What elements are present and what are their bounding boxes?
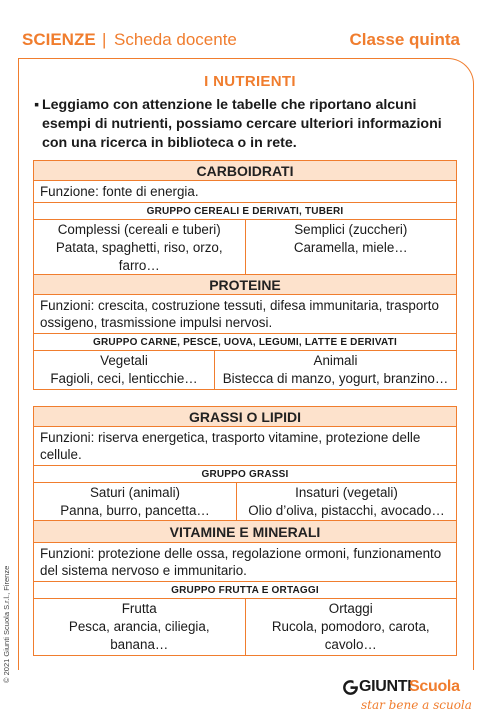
- column-examples: Rucola, pomodoro, carota, cavolo…: [271, 619, 430, 652]
- column-examples: Pesca, arancia, ciliegia, banana…: [68, 619, 210, 652]
- column-label: Complessi (cereali e tuberi): [57, 222, 221, 237]
- column-examples: Panna, burro, pancetta…: [60, 503, 210, 518]
- giunti-mark-icon: [343, 680, 358, 695]
- document-type-label: Scheda docente: [114, 30, 237, 49]
- table-columns: [34, 351, 456, 389]
- column-label: Vegetali: [100, 353, 148, 368]
- table-grassi: [33, 406, 457, 522]
- table-group: GRUPPO FRUTTA E ORTAGGI: [34, 582, 456, 599]
- column-examples: Patata, spaghetti, riso, orzo, farro…: [55, 240, 223, 273]
- bullet-icon: ▪: [34, 97, 40, 113]
- column-label: Frutta: [121, 601, 157, 616]
- subject-label: SCIENZE: [22, 30, 96, 49]
- table-function: Funzioni: crescita, costruzione tessuti, difesa immunitaria, trasporto ossigeno, trasmissione impulsi nervosi.: [34, 295, 456, 334]
- column-examples: Fagioli, ceci, lenticchie…: [50, 371, 198, 386]
- page-title: I NUTRIENTI: [204, 73, 296, 90]
- table-group: GRUPPO CARNE, PESCE, UOVA, LEGUMI, LATTE E DERIVATI: [34, 334, 456, 351]
- table-column-right: [245, 220, 457, 276]
- table-column-left: [34, 483, 236, 521]
- intro-paragraph: [34, 96, 454, 153]
- table-group: GRUPPO GRASSI: [34, 466, 456, 483]
- column-label: Animali: [313, 353, 358, 368]
- table-column-left: [34, 220, 245, 276]
- table-column-right: [214, 351, 456, 389]
- table-carboidrati: [33, 160, 457, 277]
- column-examples: Olio d’oliva, pistacchi, avocado…: [248, 503, 445, 518]
- logo-brand-suffix: Scuola: [409, 678, 460, 695]
- logo-tagline: star bene a scuola: [361, 698, 472, 712]
- copyright-credit: © 2021 Giunti Scuola S.r.l., Firenze: [2, 565, 11, 683]
- page-header: [22, 30, 460, 52]
- publisher-logo: [343, 678, 473, 718]
- table-proteine: [33, 274, 457, 390]
- table-heading: VITAMINE E MINERALI: [34, 521, 456, 543]
- column-examples: Bistecca di manzo, yogurt, branzino…: [222, 371, 449, 386]
- column-label: Ortaggi: [328, 601, 373, 616]
- table-heading: GRASSI O LIPIDI: [34, 407, 456, 427]
- table-vitamine: [33, 520, 457, 656]
- table-columns: [34, 483, 456, 521]
- table-column-right: [236, 483, 456, 521]
- table-column-right: [245, 599, 457, 655]
- table-function: Funzione: fonte di energia.: [34, 181, 456, 203]
- logo-brand: GIUNTI: [359, 678, 412, 695]
- table-column-left: [34, 351, 214, 389]
- intro-text: Leggiamo con attenzione le tabelle che riportano alcuni esempi di nutrienti, possiamo cercare ulteriori informazioni con una ricerca in biblioteca o in rete.: [42, 97, 442, 151]
- table-heading: CARBOIDRATI: [34, 161, 456, 181]
- table-columns: [34, 599, 456, 655]
- table-columns: [34, 220, 456, 276]
- column-label: Semplici (zuccheri): [294, 222, 408, 237]
- class-level-label: Classe quinta: [349, 30, 460, 49]
- column-label: Saturi (animali): [89, 485, 181, 500]
- header-separator: |: [102, 30, 107, 49]
- column-examples: Caramella, miele…: [293, 240, 408, 255]
- table-function: Funzioni: riserva energetica, trasporto vitamine, protezione delle cellule.: [34, 427, 456, 466]
- table-heading: PROTEINE: [34, 275, 456, 295]
- table-column-left: [34, 599, 245, 655]
- table-group: GRUPPO CEREALI E DERIVATI, TUBERI: [34, 203, 456, 220]
- column-label: Insaturi (vegetali): [295, 485, 398, 500]
- table-function: Funzioni: protezione delle ossa, regolazione ormoni, funzionamento del sistema nervoso e immunitario.: [34, 543, 456, 582]
